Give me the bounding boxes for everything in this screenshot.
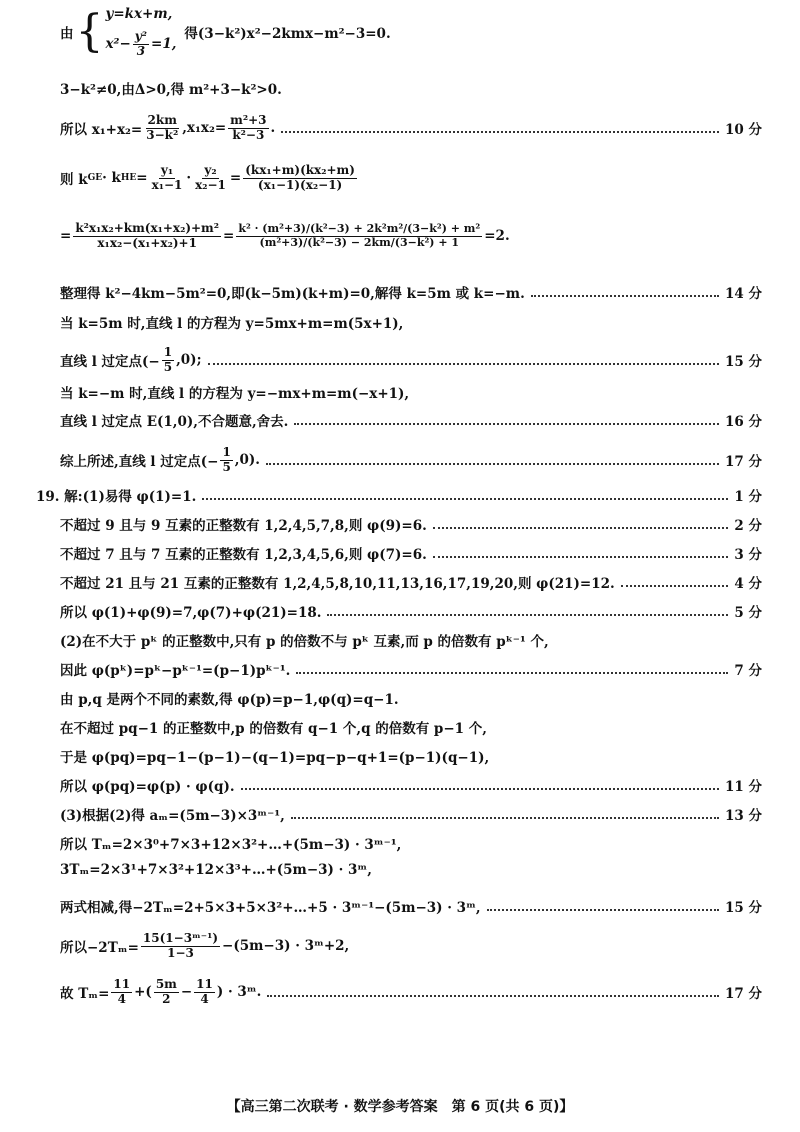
3tm-sum-line: 3Tₘ=2×3¹+7×3²+12×3³+…+(5m−3) · 3ᵐ, [60, 862, 372, 878]
fraction: $\frac{\text{m²+3}}{\text{k²−3}}$ [230, 113, 267, 142]
score-label: 17 分 [725, 454, 762, 471]
score-label: 16 分 [725, 414, 762, 430]
tm-result-line: 故 Tₘ= $\frac{11}{4}$ +( $\frac{5m}{2}$ − $\frac{11}{4}$ ) · 3ᵐ. 17 分 [60, 977, 762, 1006]
fraction: $\frac{\text{y₁}}{\text{x₁−1}}$ [151, 163, 183, 192]
dot-leader [267, 995, 719, 997]
system-rows [106, 6, 177, 59]
q19-start-line: 19. 解:(1)易得 φ(1)=1. 1 分 [36, 485, 762, 505]
fraction: $\frac{\text{(kx₁+m)(kx₂+m)}}{\text{(x₁−1)(x₂−1)}}$ [245, 163, 355, 192]
system-row-1: y=kx+m, [105, 6, 173, 22]
dot-leader [281, 131, 719, 133]
slope-product-line: 则 k GE · k HE = $\frac{\text{y₁}}{\text{x₁−1}}$ · $\frac{\text{y₂}}{\text{x₂−1}}$ = $\frac{\text{(kx₁+m)(kx₂+m)}}{\text{(x₁−1)(x₂−1)}}$ [60, 163, 355, 192]
dot-leader [208, 363, 719, 365]
discriminant-line: 3−k²≠0,由Δ>0,得 m²+3−k²>0. [60, 82, 282, 98]
phi-sums-line: 所以 φ(1)+φ(9)=7,φ(7)+φ(21)=18. 5 分 [60, 601, 762, 621]
neg2tm-line: 所以−2Tₘ= $\frac{\text{15(1−3ᵐ⁻¹)}}{1-3}$ −(5m−3) · 3ᵐ+2, [60, 931, 350, 960]
score-label: 1 分 [734, 489, 762, 505]
phi7-line: 不超过 7 且与 7 互素的正整数有 1,2,3,4,5,6,则 φ(7)=6. 3 分 [60, 543, 762, 563]
score-label: 5 分 [734, 605, 762, 621]
system-brace: { [75, 6, 104, 58]
dot-leader [241, 788, 719, 790]
dot-leader [487, 909, 719, 911]
reject-point-line: 直线 l 过定点 E(1,0),不合题意,舍去. 16 分 [60, 410, 762, 430]
dot-leader [291, 817, 719, 819]
fraction: $\frac{\text{k²x₁x₂+km(x₁+x₂)+m²}}{\text{x₁x₂−(x₁+x₂)+1}}$ [75, 221, 220, 250]
fraction: $\frac{\text{15(1−3ᵐ⁻¹)}}{1-3}$ [142, 931, 219, 960]
fraction: $\frac{\text{y₂}}{\text{x₂−1}}$ [195, 163, 226, 192]
fraction: $\frac{11}{4}$ [196, 977, 213, 1006]
score-label: 2 分 [734, 518, 762, 534]
dot-leader [296, 672, 728, 674]
tm-sum-line: 所以 Tₘ=2×3⁰+7×3+12×3²+…+(5m−3) · 3ᵐ⁻¹, [60, 837, 402, 853]
dot-leader [266, 463, 719, 465]
fraction: $\frac{1}{5}$ [222, 445, 231, 474]
phi-multiplicative-line: 所以 φ(pq)=φ(p) · φ(q). 11 分 [60, 775, 762, 795]
dot-leader [294, 423, 719, 425]
slope-expansion-line: = $\frac{\text{k²x₁x₂+km(x₁+x₂)+m²}}{\text{x₁x₂−(x₁+x₂)+1}}$ = $\frac{\text{k² · (m²+3)/(k²−3) + 2k²m²/(3−k²) + m²}}{\text{(m²+3)/(k²−3) − 2km/(3−k²) + 1}}$ =2. [60, 221, 510, 250]
dot-leader [621, 585, 729, 587]
score-label: 7 分 [734, 663, 762, 679]
score-label: 4 分 [734, 576, 762, 592]
system-prefix: 由 [60, 26, 74, 43]
phi9-line: 不超过 9 且与 9 互素的正整数有 1,2,4,5,7,8,则 φ(9)=6. 2 分 [60, 514, 762, 534]
dot-leader [531, 295, 719, 297]
phi-p-q-line: 由 p,q 是两个不同的素数,得 φ(p)=p−1,φ(q)=q−1. [60, 692, 399, 708]
fraction: $\frac{5m}{2}$ [155, 977, 177, 1006]
fraction: $\frac{1}{5}$ [163, 345, 173, 374]
page-footer: 【高三第二次联考 · 数学参考答案 第 6 页(共 6 页)】 [226, 1099, 574, 1115]
dot-leader [327, 614, 728, 616]
score-label: 15 分 [725, 354, 762, 371]
score-label: 15 分 [725, 900, 762, 916]
score-label: 13 分 [725, 808, 762, 824]
case-k5m-line: 当 k=5m 时,直线 l 的方程为 y=5mx+m=m(5x+1), [60, 316, 404, 332]
phi-pq-expand-line: 于是 φ(pq)=pq−1−(p−1)−(q−1)=pq−p−q+1=(p−1)(q−1), [60, 750, 490, 766]
dot-leader [433, 556, 729, 558]
subtract-line: 两式相减,得−2Tₘ=2+5×3+5×3²+…+5 · 3ᵐ⁻¹−(5m−3) · 3ᵐ, 15 分 [60, 896, 762, 916]
phi-pk-line: 因此 φ(pᵏ)=pᵏ−pᵏ⁻¹=(p−1)pᵏ⁻¹. 7 分 [60, 659, 762, 679]
dot-leader [433, 527, 729, 529]
compound-fraction: $\frac{\text{k² · (m²+3)/(k²−3) + 2k²m²/(3−k²) + m²}}{\text{(m²+3)/(k²−3) − 2km/(3−k²) + 1}}$ [238, 222, 481, 249]
score-label: 17 分 [725, 986, 762, 1003]
fraction: $\frac{\text{y²}}{3}$ [134, 29, 148, 58]
system-row-2: x²− $\frac{\text{y²}}{3}$ =1, [105, 29, 177, 58]
dot-leader [202, 498, 728, 500]
fixed-point-line: 直线 l 过定点(− $\frac{1}{5}$ ,0); 15 分 [60, 345, 762, 374]
equation-system [60, 6, 391, 59]
score-label: 10 分 [725, 122, 762, 139]
solve-k-line: 整理得 k²−4km−5m²=0,即(k−5m)(k+m)=0,解得 k=5m 或 k=−m. 14 分 [60, 282, 762, 302]
conclusion-line: 综上所述,直线 l 过定点(− $\frac{1}{5}$ ,0). 17 分 [60, 445, 762, 474]
vieta-line: 所以 x₁+x₂= $\frac{2km}{\text{3−k²}}$ ,x₁x₂= $\frac{\text{m²+3}}{\text{k²−3}}$ . 10 分 [60, 113, 762, 142]
part3-an-line: (3)根据(2)得 aₘ=(5m−3)×3ᵐ⁻¹, 13 分 [60, 804, 762, 824]
score-label: 3 分 [734, 547, 762, 563]
multiples-line: 在不超过 pq−1 的正整数中,p 的倍数有 q−1 个,q 的倍数有 p−1 个, [60, 721, 487, 737]
fraction: $\frac{2km}{\text{3−k²}}$ [146, 113, 179, 142]
score-label: 14 分 [725, 286, 762, 302]
system-result: 得(3−k²)x²−2kmx−m²−3=0. [184, 26, 391, 43]
fraction: $\frac{11}{4}$ [113, 977, 131, 1006]
phi21-line: 不超过 21 且与 21 互素的正整数有 1,2,4,5,8,10,11,13,16,17,19,20,则 φ(21)=12. 4 分 [60, 572, 762, 592]
part2-intro-line: (2)在不大于 pᵏ 的正整数中,只有 p 的倍数不与 pᵏ 互素,而 p 的倍数有 pᵏ⁻¹ 个, [60, 634, 549, 650]
score-label: 11 分 [725, 779, 762, 795]
case-k-neg-m-line: 当 k=−m 时,直线 l 的方程为 y=−mx+m=m(−x+1), [60, 386, 410, 402]
